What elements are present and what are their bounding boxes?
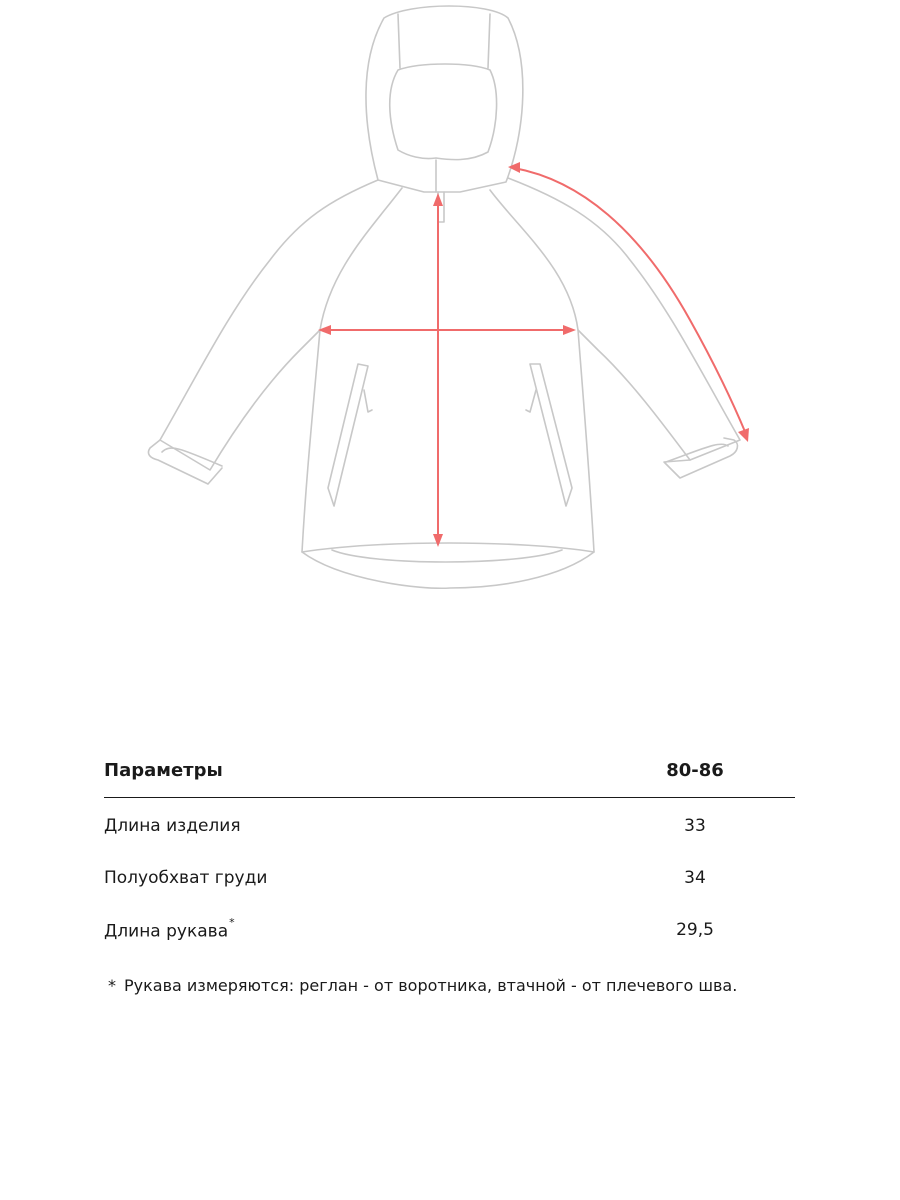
chest-arrow-right	[563, 325, 576, 335]
length-arrow-top	[433, 193, 443, 206]
footnote-star: *	[108, 976, 116, 995]
row-label: Длина рукава*	[104, 916, 235, 942]
footnote	[108, 976, 737, 995]
sleeve-measure-line	[514, 168, 746, 434]
row-value: 33	[684, 816, 706, 836]
body-outline	[160, 178, 740, 552]
size-column-header: 80-86	[666, 760, 724, 781]
row-value: 29,5	[676, 920, 714, 940]
length-arrow-bottom	[433, 534, 443, 547]
hood-inner-outline	[390, 64, 497, 160]
table-row-chest	[104, 850, 795, 902]
row-label: Длина изделия	[104, 816, 241, 836]
footnote-mark: *	[229, 916, 235, 929]
table-row-sleeve	[104, 902, 795, 954]
param-column-header: Параметры	[104, 760, 223, 781]
table-row-length	[104, 798, 795, 850]
footnote-text: Рукава измеряются: реглан - от воротника, втачной - от плечевого шва.	[124, 976, 738, 995]
left-pocket	[328, 364, 368, 506]
size-table	[104, 752, 795, 954]
row-label: Полуобхват груди	[104, 868, 268, 888]
table-header	[104, 752, 795, 798]
right-pocket	[530, 364, 572, 506]
row-value: 34	[684, 868, 706, 888]
